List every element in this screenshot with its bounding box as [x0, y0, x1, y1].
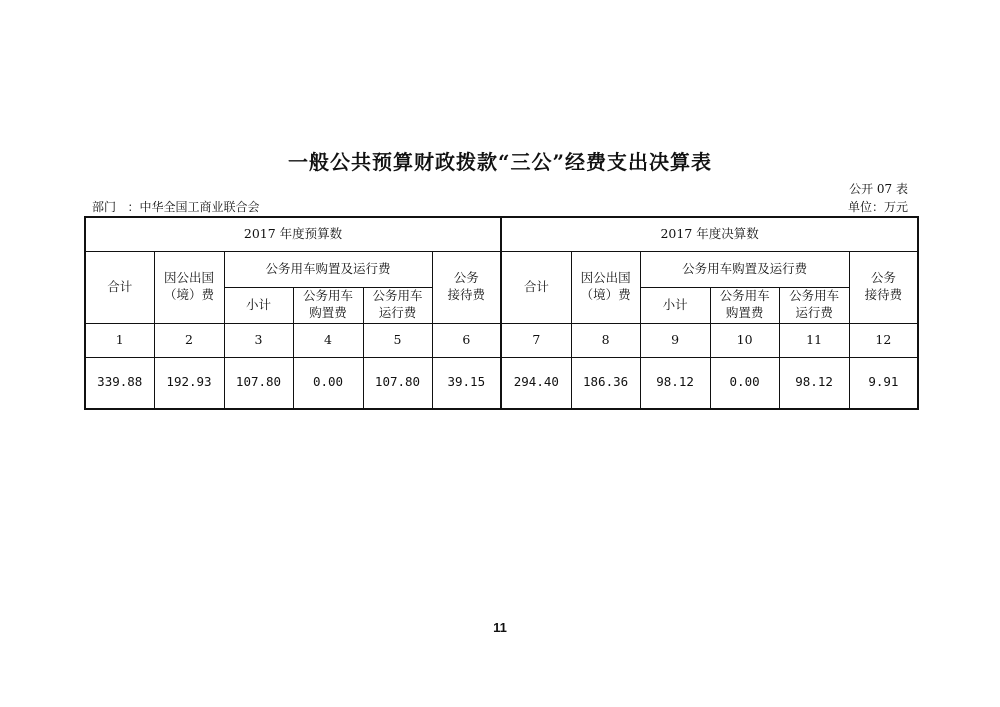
value-cell: 0.00: [710, 357, 779, 409]
department-label: 部门: [92, 200, 117, 214]
index-cell: 2: [154, 323, 224, 357]
index-row: [85, 323, 918, 357]
final-reception-header: 公务 接待费: [849, 251, 918, 323]
value-cell: 9.91: [849, 357, 918, 409]
budget-reception-header: 公务 接待费: [432, 251, 501, 323]
value-cell: 0.00: [293, 357, 363, 409]
budget-total-header: 合计: [85, 251, 154, 323]
final-abroad-header: 因公出国 （境）费: [571, 251, 640, 323]
value-cell: 192.93: [154, 357, 224, 409]
value-cell: 39.15: [432, 357, 501, 409]
column-header-row-1: [85, 251, 918, 287]
final-header: 2017 年度决算数: [501, 217, 918, 251]
index-cell: 10: [710, 323, 779, 357]
value-cell: 294.40: [501, 357, 571, 409]
budget-abroad-header: 因公出国 （境）费: [154, 251, 224, 323]
index-cell: 3: [224, 323, 293, 357]
index-cell: 1: [85, 323, 154, 357]
form-number: 公开 07 表: [849, 182, 908, 196]
expense-table: [84, 216, 919, 410]
value-cell: 107.80: [224, 357, 293, 409]
budget-purchase-header: 公务用车 购置费: [293, 287, 363, 323]
value-cell: 186.36: [571, 357, 640, 409]
budget-header: 2017 年度预算数: [85, 217, 501, 251]
value-cell: 98.12: [779, 357, 849, 409]
budget-vehicle-group-header: 公务用车购置及运行费: [224, 251, 432, 287]
value-cell: 98.12: [640, 357, 710, 409]
value-row: [85, 357, 918, 409]
value-cell: 339.88: [85, 357, 154, 409]
budget-operation-header: 公务用车 运行费: [363, 287, 432, 323]
final-vehicle-group-header: 公务用车购置及运行费: [640, 251, 849, 287]
index-cell: 8: [571, 323, 640, 357]
department-line: [92, 198, 259, 215]
page-title: 一般公共预算财政拨款“三公”经费支出决算表: [287, 150, 712, 174]
index-cell: 11: [779, 323, 849, 357]
index-cell: 5: [363, 323, 432, 357]
page-number: 11: [493, 620, 507, 635]
period-header-row: [85, 217, 918, 251]
final-purchase-header: 公务用车 购置费: [710, 287, 779, 323]
index-cell: 6: [432, 323, 501, 357]
index-cell: 4: [293, 323, 363, 357]
final-subtotal-header: 小计: [640, 287, 710, 323]
unit-label: 单位：万元: [847, 200, 908, 214]
index-cell: 12: [849, 323, 918, 357]
department-name: ：中华全国工商业联合会: [127, 200, 260, 214]
index-cell: 7: [501, 323, 571, 357]
final-total-header: 合计: [501, 251, 571, 323]
budget-subtotal-header: 小计: [224, 287, 293, 323]
index-cell: 9: [640, 323, 710, 357]
value-cell: 107.80: [363, 357, 432, 409]
final-operation-header: 公务用车 运行费: [779, 287, 849, 323]
